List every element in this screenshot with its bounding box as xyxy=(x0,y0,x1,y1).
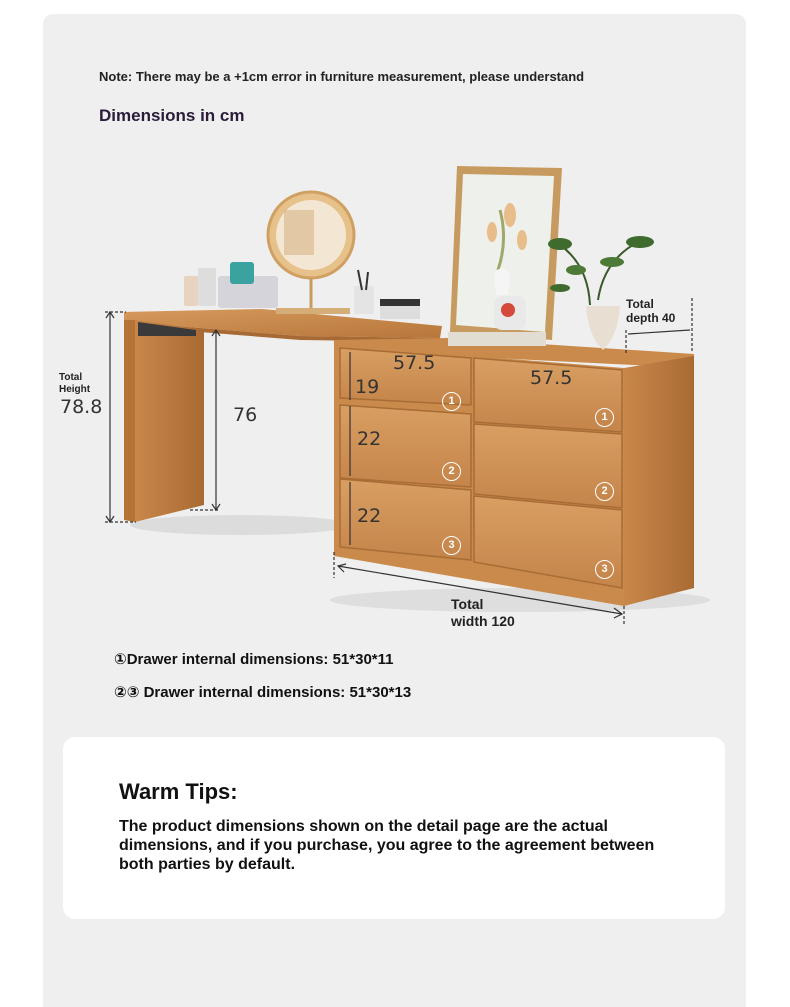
drawer-width-right: 57.5 xyxy=(530,367,573,389)
mirror-base xyxy=(276,308,350,314)
drawer-marker-3-right: 3 xyxy=(595,560,614,579)
drawer-spec-1: ①Drawer internal dimensions: 51*30*11 xyxy=(114,651,394,668)
desk-shadow xyxy=(130,515,350,535)
cabinet-side xyxy=(624,356,694,606)
drawer-mid-height: 22 xyxy=(357,428,382,450)
measurement-note: Note: There may be a +1cm error in furniture measurement, please understand xyxy=(99,69,585,84)
drawer-bottom-height: 22 xyxy=(357,505,382,527)
drawer-width-left: 57.5 xyxy=(393,352,436,374)
depth-line xyxy=(628,330,690,334)
drawer-spec-2: ②③ Drawer internal dimensions: 51*30*13 xyxy=(114,684,412,701)
plant-vase xyxy=(586,306,620,350)
drawer-marker-3-left: 3 xyxy=(442,536,461,555)
drawer-marker-2-right: 2 xyxy=(595,482,614,501)
books xyxy=(448,332,546,346)
drawer-marker-2-left: 2 xyxy=(442,462,461,481)
warm-tips-title: Warm Tips: xyxy=(119,779,238,804)
total-width-label: Total width 120 xyxy=(451,596,515,629)
warm-tips-card xyxy=(63,737,725,919)
desk-leg-side xyxy=(124,320,135,522)
dimensions-title: Dimensions in cm xyxy=(99,106,245,125)
desk-leg xyxy=(135,320,204,522)
drawer-marker-1-left: 1 xyxy=(442,392,461,411)
total-height-value: 78.8 xyxy=(60,396,103,418)
total-height-label: Total Height xyxy=(59,372,91,395)
warm-tips-body: The product dimensions shown on the detail page are the actual dimensions, and if you purchase, you agree to the agreement between both parties by default. xyxy=(119,818,655,873)
drawer-top-height: 19 xyxy=(355,376,380,398)
desk-height-value: 76 xyxy=(233,404,258,426)
drawer-marker-1-right: 1 xyxy=(595,408,614,427)
total-depth-label: Total depth 40 xyxy=(626,297,676,325)
